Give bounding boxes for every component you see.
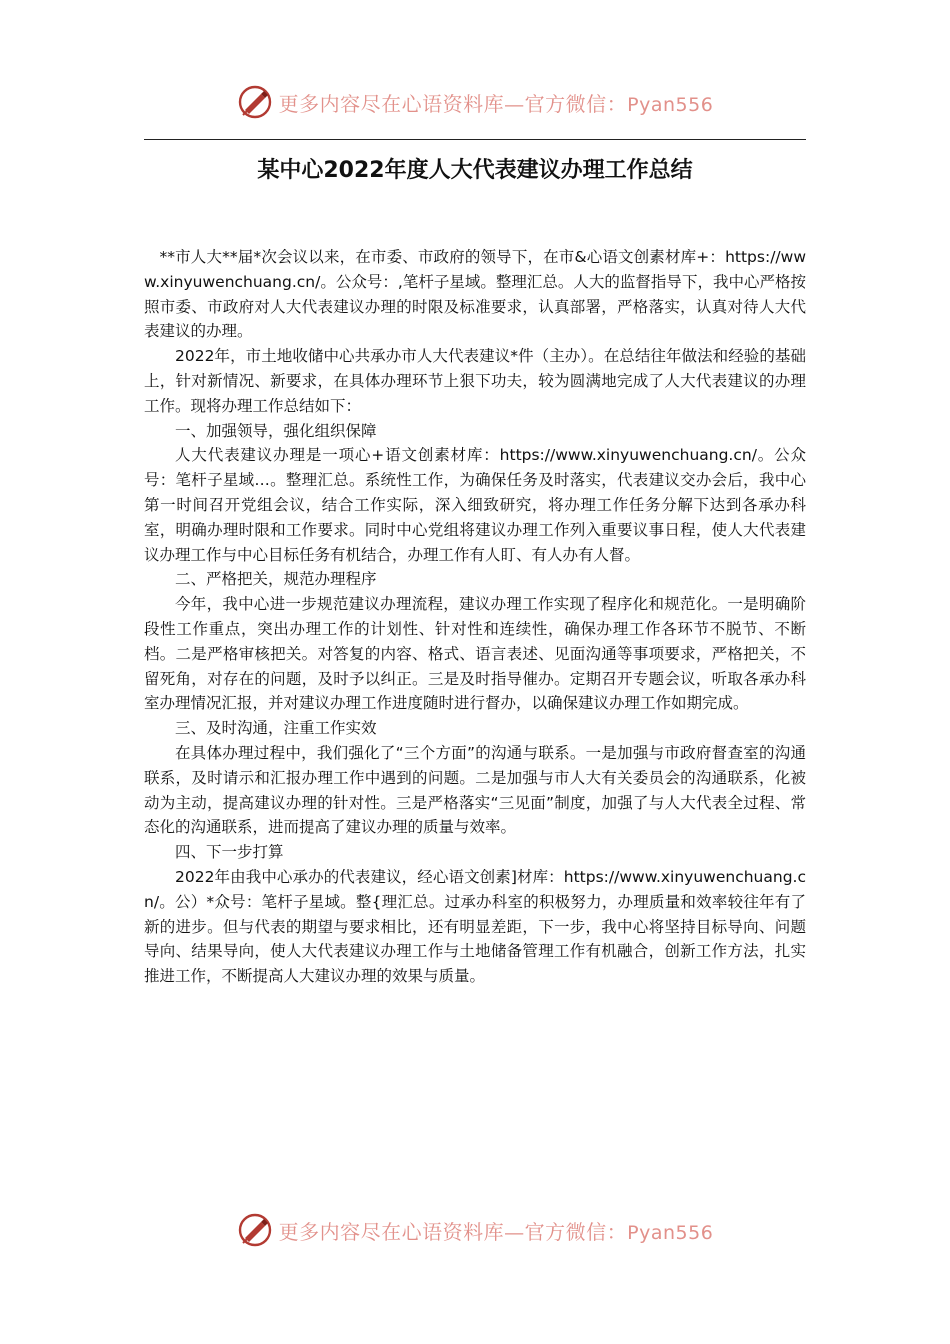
paragraph-section-2: 今年，我中心进一步规范建议办理流程，建议办理工作实现了程序化和规范化。一是明确阶段性工作重点，突出办理工作的计划性、针对性和连续性，确保办理工作各环节不脱节、不断档。二是严格审核把关。对答复的内容、格式、语言表述、见面沟通等事项要求，严格把关，不留死角，对存在的问题，及时予以纠正。三是及时指导催办。定期召开专题会议，听取各承办科室办理情况汇报，并对建议办理工作进度随时进行督办，以确保建议办理工作如期完成。 [144, 595, 806, 713]
header-banner [0, 82, 950, 122]
section-heading-1: 一、加强领导，强化组织保障 [175, 421, 377, 440]
paragraph-overview: 2022年，市土地收储中心共承办市人大代表建议*件（主办）。在总结往年做法和经验的基础上，针对新情况、新要求，在具体办理环节上狠下功夫，较为圆满地完成了人大代表建议的办理工作。现将办理工作总结如下： [144, 347, 806, 415]
section-heading-4: 四、下一步打算 [175, 843, 284, 862]
document-body [144, 245, 806, 989]
section-heading-2: 二、严格把关，规范办理程序 [175, 570, 377, 589]
paragraph-intro: **市人大**届*次会议以来，在市委、市政府的领导下，在市&心语文创素材库+：https://www.xinyuwenchuang.cn/。公众号：,笔杆子星域。整理汇总。人大的监督指导下，我中心严格按照市委、市政府对人大代表建议办理的时限及标准要求，认真部署，严格落实，认真对待人大代表建议的办理。 [144, 248, 806, 341]
banner-text: 更多内容尽在心语资料库—官方微信：Pyan556 [278, 91, 714, 116]
document-title: 某中心2022年度人大代表建议办理工作总结 [257, 158, 693, 183]
pen-circle-logo-icon [237, 84, 273, 120]
paragraph-section-4: 2022年由我中心承办的代表建议，经心语文创素]材库：https://www.xinyuwenchuang.cn/。公）*众号：笔杆子星域。整{理汇总。过承办科室的积极努力，办理质量和效率较往年有了新的进步。但与代表的期望与要求相比，还有明显差距，下一步，我中心将坚持目标导向、问题导向、结果导向，使人大代表建议办理工作与土地储备管理工作有机融合，创新工作方法，扎实推进工作，不断提高人大建议办理的效果与质量。 [144, 867, 806, 986]
header-divider [144, 139, 806, 140]
banner-text: 更多内容尽在心语资料库—官方微信：Pyan556 [278, 1219, 714, 1244]
footer-banner [0, 1210, 950, 1250]
section-heading-3: 三、及时沟通，注重工作实效 [175, 719, 377, 738]
paragraph-section-3: 在具体办理过程中，我们强化了“三个方面”的沟通与联系。一是加强与市政府督查室的沟通联系，及时请示和汇报办理工作中遇到的问题。二是加强与市人大有关委员会的沟通联系，化被动为主动，提高建议办理的针对性。三是严格落实“三见面”制度，加强了与人大代表全过程、常态化的沟通联系，进而提高了建议办理的质量与效率。 [144, 743, 806, 837]
paragraph-section-1: 人大代表建议办理是一项心+语文创素材库：https://www.xinyuwenchuang.cn/。公众号：笔杆子星域…。整理汇总。系统性工作，为确保任务及时落实，代表建议交办会后，我中心第一时间召开党组会议，结合工作实际，深入细致研究，将办理工作任务分解下达到各承办科室，明确办理时限和工作要求。同时中心党组将建议办理工作列入重要议事日程，使人大代表建议办理工作与中心目标任务有机结合，办理工作有人盯、有人办有人督。 [144, 446, 806, 564]
pen-circle-logo-icon [237, 1212, 273, 1248]
